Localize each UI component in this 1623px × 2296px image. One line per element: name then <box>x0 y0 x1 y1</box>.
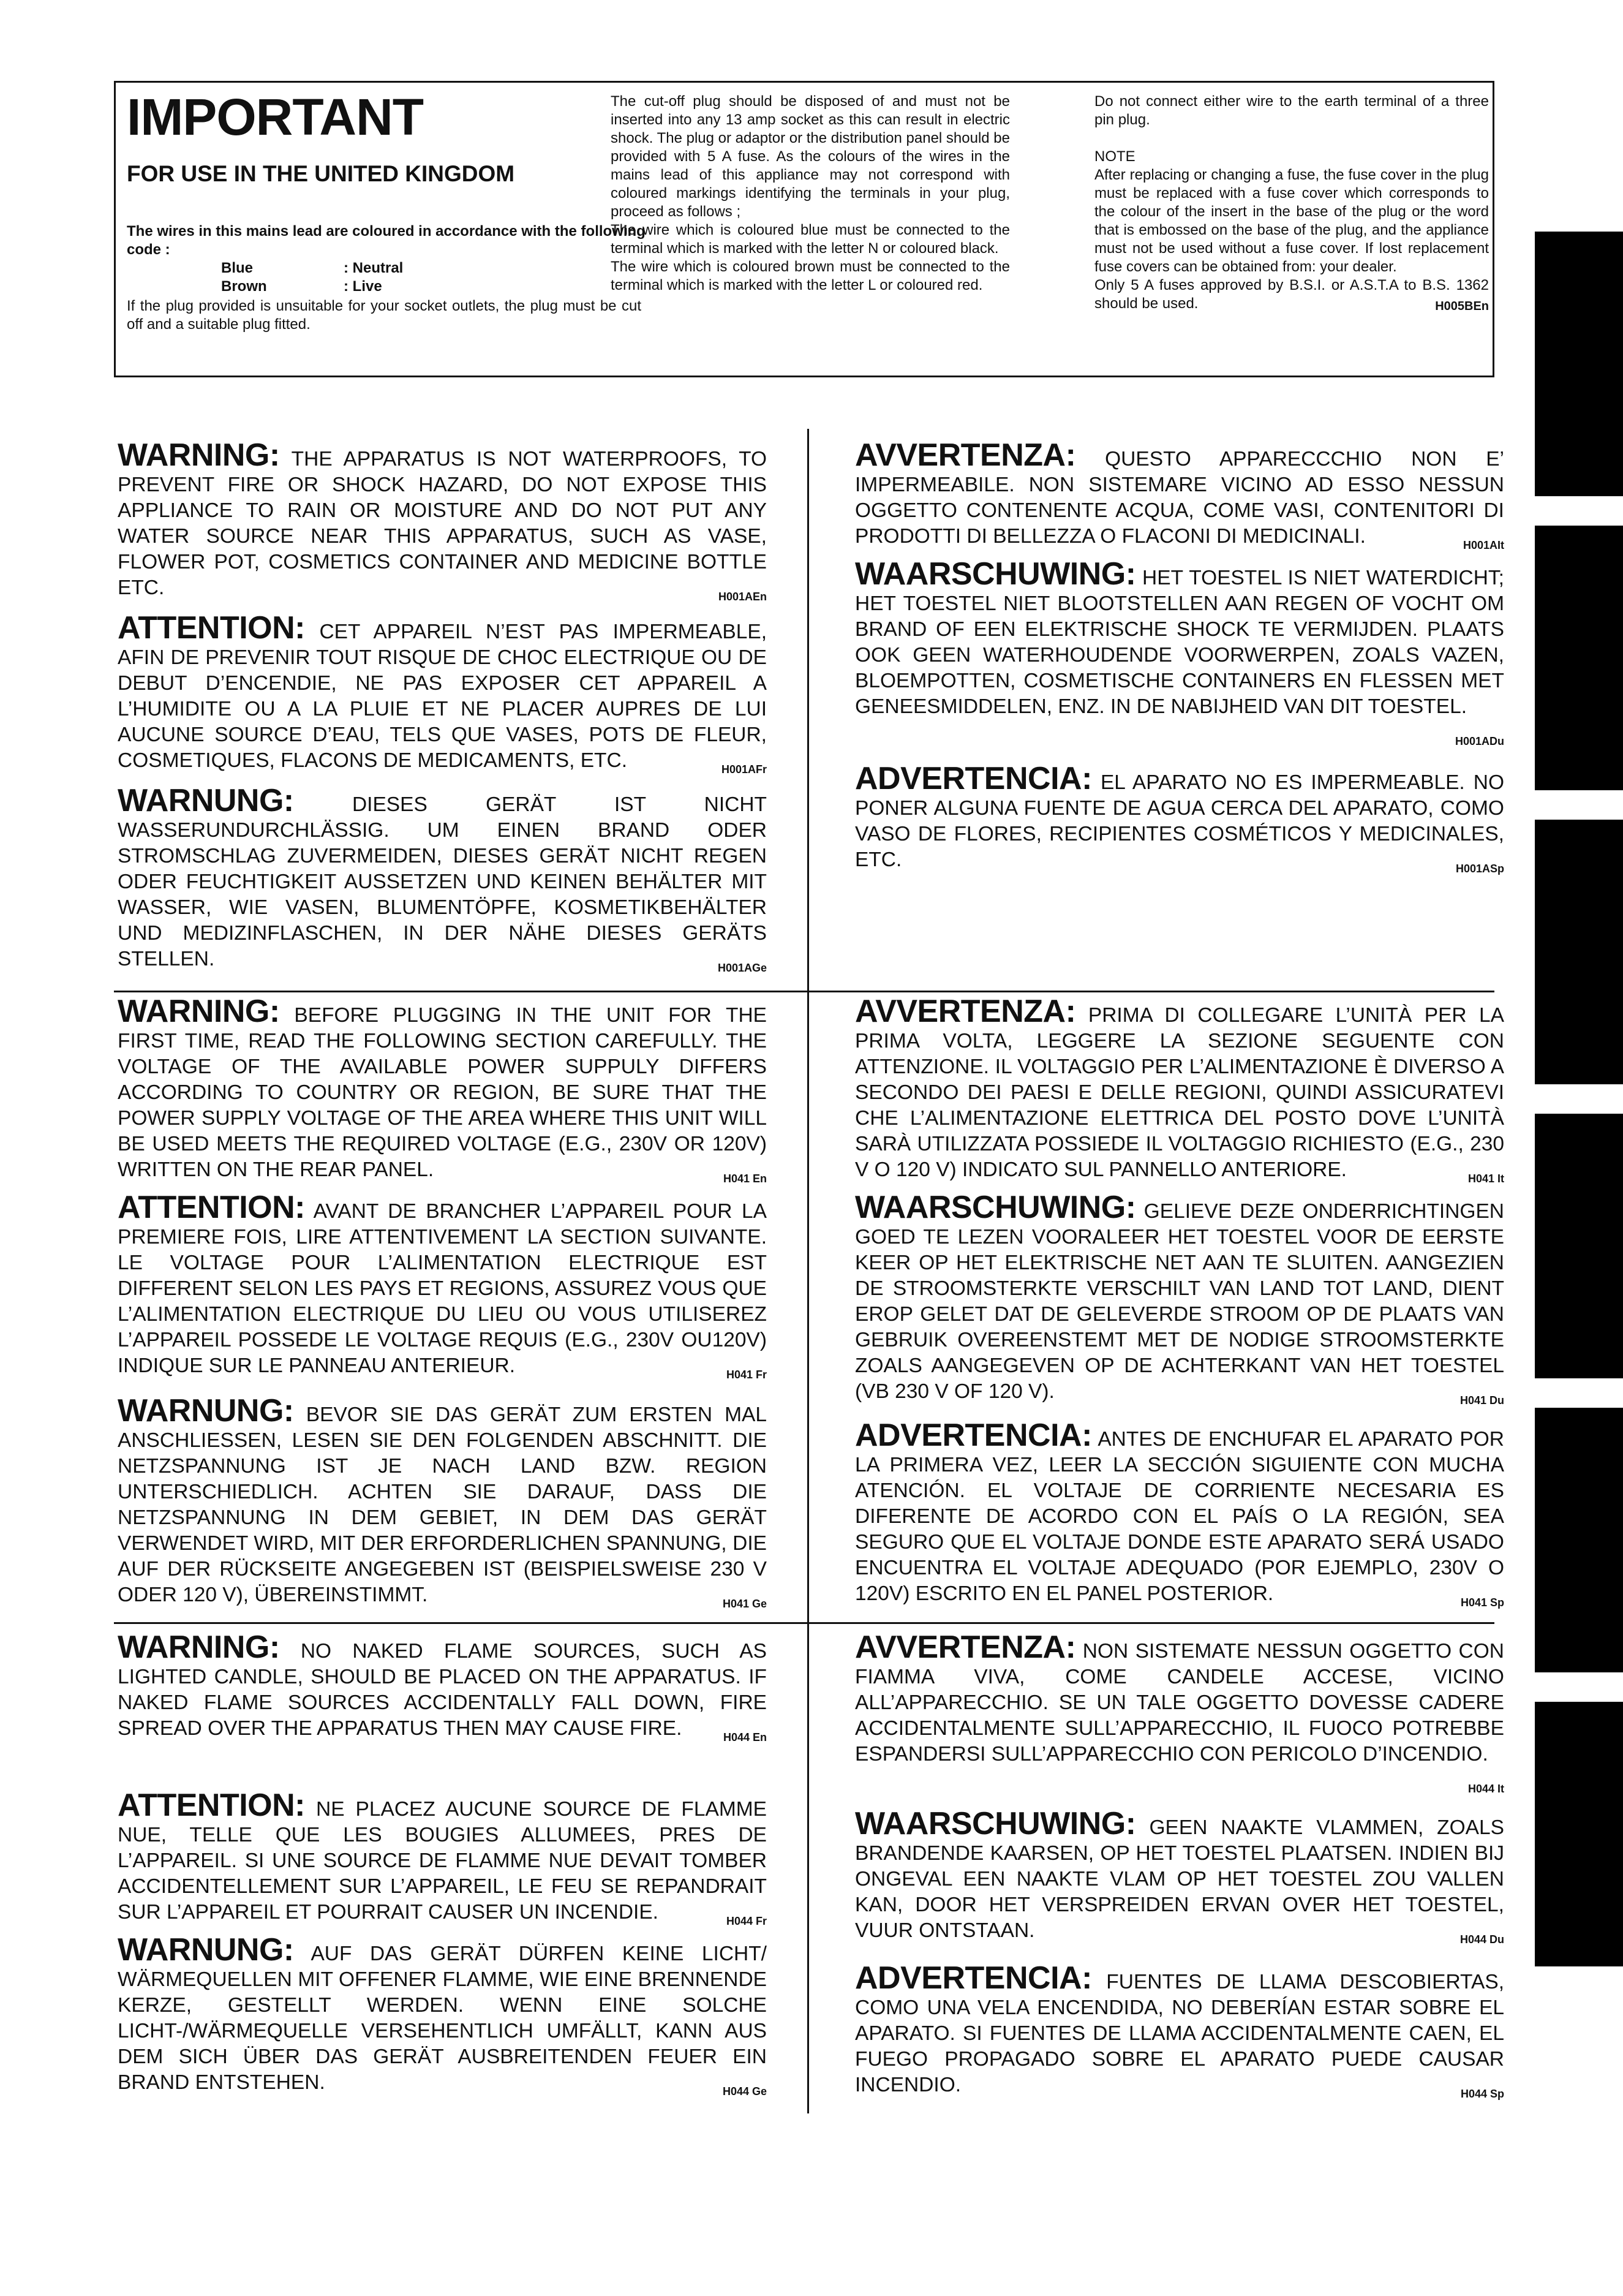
fuse-approval-text: Only 5 A fuses approved by B.S.I. or A.S.T.A to B.S. 1362 should be used. <box>1094 277 1489 312</box>
avvertenza-it-voltage: AVVERTENZA: PRIMA DI COLLEGARE L’UNITÀ PER LA PRIMA VOLTA, LEGGERE LA SEZIONE SEGUENTE CON ATTENZIONE. IL VOLTAGGIO PER L’ALIMENTAZIONE È DIVERSO A SECONDO DEI PAESI E DELLE REGIONI, QUINDI ASSICURATEVI CHE L’ALIMENTAZIONE ELETTRICA DEL POSTO DOVE L’UNITÀ SARÀ UTILIZZATA POSSIEDE IL VOLTAGGIO RICHIESTO (E.G., 230 V O 120 V) INDICATO SUL PANNELLO ANTERIORE. H041 It <box>855 994 1504 1185</box>
side-tab-4 <box>1535 1114 1623 1378</box>
side-tab-3 <box>1535 820 1623 1084</box>
cutoff-plug-text: The cut-off plug should be disposed of and must not be inserted into any 13 amp socket as this can result in electric shock. The plug or adaptor or the distribution panel should be provided with 5 A fuse. As the colours of the wires in the mains lead of this appliance may not correspond with coloured markings identifying the terminals in your plug, proceed as follows ; <box>611 93 1010 220</box>
attention-fr-flame: ATTENTION: NE PLACEZ AUCUNE SOURCE DE FLAMME NUE, TELLE QUE LES BOUGIES ALLUMEES, PRES DE L’APPAREIL. SI UNE SOURCE DE FLAMME NUE DEVAIT TOMBER ACCIDENTELLEMENT SUR L’APPAREIL, LE FEU SE REPANDRAIT SUR L’APPAREIL ET POURRAIT CAUSER UN INCENDIE. H044 Fr <box>118 1788 767 1927</box>
brown-value: : Live <box>344 278 382 295</box>
fuse-cover-text: After replacing or changing a fuse, the fuse cover in the plug must be replaced with a fuse cover which corresponds to the colour of the insert in the base of the plug or the word that is embossed on the base of the plug, and the appliance must not be used without a fuse cover. If lost replacement fuse covers can be obtained from: your dealer. <box>1094 167 1489 275</box>
warning-en-voltage: WARNING: BEFORE PLUGGING IN THE UNIT FOR THE FIRST TIME, READ THE FOLLOWING SECTION CAREFULLY. THE VOLTAGE OF THE AVAILABLE POWER SUPPULY DIFFERS ACCORDING TO COUNTRY OR REGION, BE SURE THAT THE POWER SUPPLY VOLTAGE OF THE AREA WHERE THIS UNIT WILL BE USED MEETS THE REQUIRED VOLTAGE (E.G., 230V OR 120V) WRITTEN ON THE REAR PANEL. H041 En <box>118 994 767 1185</box>
important-col2 <box>611 93 1010 295</box>
side-tab-5 <box>1535 1408 1623 1672</box>
side-tab-1 <box>1535 232 1623 496</box>
important-notice-box <box>114 81 1494 377</box>
note-label: NOTE <box>1094 148 1135 165</box>
advertencia-sp-flame: ADVERTENCIA: FUENTES DE LLAMA DESCOBIERTAS, COMO UNA VELA ENCENDIDA, NO DEBERÍAN ESTAR SOBRE EL APARATO. SI FUENTES DE LLAMA ACCIDENTALMENTE CAEN, EL FUEGO PROPAGADO SOBRE EL APARATO PUEDE CAUSAR INCENDIO. H044 Sp <box>855 1960 1505 2100</box>
wire-code-intro: The wires in this mains lead are coloured in accordance with the following code : <box>127 223 646 258</box>
waarschuwing-du-waterproof: WAARSCHUWING: HET TOESTEL IS NIET WATERDICHT; HET TOESTEL NIET BLOOTSTELLEN AAN REGEN OF VOCHT OM BRAND OF EEN ELEKTRISCHE SHOCK TE VERMIJDEN. PLAATS OOK GEEN WATERHOUDENDE VOORWERPEN, ZOALS VAZEN, BLOEMPOTTEN, COSMETISCHE CONTAINERS EN FLESSEN MET GENEESMIDDELEN, ENZ. IN DE NABIJHEID VAN DIT TOESTEL. H001ADu <box>855 556 1504 747</box>
advertencia-sp-waterproof: ADVERTENCIA: EL APARATO NO ES IMPERMEABLE. NO PONER ALGUNA FUENTE DE AGUA CERCA DEL APARATO, COMO VASO DE FLORES, RECIPIENTES COSMÉTICOS Y MEDICINALES, ETC. H001ASp <box>855 761 1505 875</box>
warnung-de-waterproof: WARNUNG: DIESES GERÄT IST NICHT WASSERUNDURCHLÄSSIG. UM EINEN BRAND ODER STROMSCHLAG ZUVERMEIDEN, DIESES GERÄT NICHT REGEN ODER FEUCHTIGKEIT AUSSETZEN UND KEINEN BEHÄLTER MIT WASSER, WIE VASEN, BLUMENTÖPFE, KOSMETIKBEHÄLTER UND MEDIZINFLASCHEN, IN DER NÄHE DIESES GERÄTS STELLEN. H001AGe <box>118 783 767 974</box>
blue-wire-text: The wire which is coloured blue must be connected to the terminal which is marked with the letter N or coloured black. <box>611 222 1010 257</box>
advertencia-sp-voltage: ADVERTENCIA: ANTES DE ENCHUFAR EL APARATO POR LA PRIMERA VEZ, LEER LA SECCIÓN SIGUIENTE CON MUCHA ATENCIÓN. EL VOLTAJE DE CORRIENTE NECESARIA ES DIFERENTE DE ACORDO CON EL PAÍS O LA REGIÓN, SEA SEGURO QUE EL VOLTAJE DONDE ESTE APARATO SERÁ USADO ENCUENTRA EL VOLTAJE ADEQUADO (POR EJEMPLO, 230V O 120V) ESCRITO EN EL PANEL POSTERIOR. H041 Sp <box>855 1418 1504 1609</box>
blue-label: Blue <box>221 260 254 276</box>
warning-en-flame: WARNING: NO NAKED FLAME SOURCES, SUCH AS LIGHTED CANDLE, SHOULD BE PLACED ON THE APPARATUS. IF NAKED FLAME SOURCES ACCIDENTALLY FALL DOWN, FIRE SPREAD OVER THE APPARATUS THEN MAY CAUSE FIRE. H044 En <box>118 1629 767 1743</box>
side-tab-2 <box>1535 526 1623 790</box>
attention-fr-waterproof: ATTENTION: CET APPAREIL N’EST PAS IMPERMEABLE, AFIN DE PREVENIR TOUT RISQUE DE CHOC ELECTRIQUE OU DE DEBUT D’ENCENDIE, NE PAS EXPOSER CET APPAREIL A L’HUMIDITE OU A LA PLUIE ET NE PLACER AUPRES DE LUI AUCUNE SOURCE D’EAU, TELS QUE VASES, POTS DE FLEUR, COSMETIQUES, FLACONS DE MEDICAMENTS, ETC. H001AFr <box>118 610 767 776</box>
blue-value: : Neutral <box>344 260 404 276</box>
earth-terminal-text: Do not connect either wire to the earth terminal of a three pin plug. <box>1094 93 1489 128</box>
section-divider-2 <box>114 1622 1494 1624</box>
warnung-de-flame: WARNUNG: AUF DAS GERÄT DÜRFEN KEINE LICHT/ WÄRMEQUELLEN MIT OFFENER FLAMME, WIE EINE BRENNENDE KERZE, GESTELLT WERDEN. WENN EINE SOLCHE LICHT-/WÄRMEQUELLE VERSEHENTLICH UMFÄLLT, KANN AUS DEM SICH ÜBER DAS GERÄT AUSBREITENDEN FEUER EIN BRAND ENTSTEHEN. H044 Ge <box>118 1932 767 2098</box>
important-subtitle: FOR USE IN THE UNITED KINGDOM <box>127 161 515 186</box>
brown-wire-text: The wire which is coloured brown must be connected to the terminal which is marked with the letter L or coloured red. <box>611 259 1010 293</box>
warning-en-waterproof: WARNING: THE APPARATUS IS NOT WATERPROOFS, TO PREVENT FIRE OR SHOCK HAZARD, DO NOT EXPOSE THIS APPLIANCE TO RAIN OR MOISTURE AND DO NOT PUT ANY WATER SOURCE NEAR THIS APPARATUS, SUCH AS VASE, FLOWER POT, COSMETICS CONTAINER AND MEDICINE BOTTLE ETC. H001AEn <box>118 437 767 603</box>
waarschuwing-du-flame: WAARSCHUWING: GEEN NAAKTE VLAMMEN, ZOALS BRANDENDE KAARSEN, OP HET TOESTEL PLAATSEN. INDIEN BIJ ONGEVAL EEN NAAKTE VLAM OP HET TOESTEL ZOU VALLEN KAN, DOOR HET VERSPREIDEN ERVAN OVER HET TOESTEL, VUUR ONTSTAAN. H044 Du <box>855 1806 1504 1946</box>
important-col3 <box>1094 93 1489 315</box>
waarschuwing-du-voltage: WAARSCHUWING: GELIEVE DEZE ONDERRICHTINGEN GOED TE LEZEN VOORALEER HET TOESTEL VOOR DE EERSTE KEER OP HET ELEKTRISCHE NET AAN TE SLUITEN. AANGEZIEN DE STROOMSTERKTE VERSCHILT VAN LAND TOT LAND, DIENT EROP GELET DAT DE GELEVERDE STROOM OP DE PLAATS VAN GEBRUIK OVEREENSTEMT MET DE NODIGE STROOMSTERKTE ZOALS AANGEGEVEN OP DE ACHTERKANT VAN HET TOESTEL (VB 230 V OF 120 V). H041 Du <box>855 1190 1504 1407</box>
column-divider <box>807 429 809 2113</box>
unsuitable-plug-text: If the plug provided is unsuitable for your socket outlets, the plug must be cut off and a suitable plug fitted. <box>127 298 641 333</box>
avvertenza-it-flame: AVVERTENZA: NON SISTEMATE NESSUN OGGETTO CON FIAMMA VIVA, COME CANDELE ACCESE, VICINO ALL’APPARECCHIO. SE UN TALE OGGETTO DOVESSE CADERE ACCIDENTALMENTE SULL’APPARECCHIO, IL FUOCO POTREBBE ESPANDERSI SULL’APPARECCHIO CON PERICOLO D’INCENDIO. H044 It <box>855 1629 1504 1795</box>
side-tab-6 <box>1535 1702 1623 1966</box>
avvertenza-it-waterproof: AVVERTENZA: QUESTO APPARECCCHIO NON E’ IMPERMEABILE. NON SISTEMARE VICINO AD ESSO NESSUN OGGETTO CONTENENTE ACQUA, COME VASI, CONTENITORI DI PRODOTTI DI BELLEZZA O FLACONI DI MEDICINALI. H001AIt <box>855 437 1504 551</box>
important-ref-code: H005BEn <box>1435 300 1489 313</box>
important-title: IMPORTANT <box>127 88 424 146</box>
attention-fr-voltage: ATTENTION: AVANT DE BRANCHER L’APPAREIL POUR LA PREMIERE FOIS, LIRE ATTENTIVEMENT LA SECTION SUIVANTE. LE VOLTAGE POUR L’ALIMENTATION ELECTRIQUE EST DIFFERENT SELON LES PAYS ET REGIONS, ASSUREZ VOUS QUE L’ALIMENTATION ELECTRIQUE DU LIEU OU VOUS UTILISEREZ L’APPAREIL POSSEDE LE VOLTAGE REQUIS (E.G., 230V OU120V) INDIQUE SUR LE PANNEAU ANTERIEUR. H041 Fr <box>118 1190 767 1381</box>
section-divider-1 <box>114 991 1494 992</box>
warnung-de-voltage: WARNUNG: BEVOR SIE DAS GERÄT ZUM ERSTEN MAL ANSCHLIESSEN, LESEN SIE DEN FOLGENDEN ABSCHNITT. DIE NETZSPANNUNG IST JE NACH LAND BZW. REGION UNTERSCHIEDLICH. ACHTEN SIE DARAUF, DASS DIE NETZSPANNUNG IN DEM GEBIET, IN DEM DAS GERÄT VERWENDET WIRD, MIT DER ERFORDERLICHEN SPANNUNG, DIE AUF DER RÜCKSEITE ANGEGEBEN IST (BEISPIELSWEISE 230 V ODER 120 V), ÜBEREINSTIMMT. H041 Ge <box>118 1393 767 1610</box>
brown-label: Brown <box>221 278 267 295</box>
